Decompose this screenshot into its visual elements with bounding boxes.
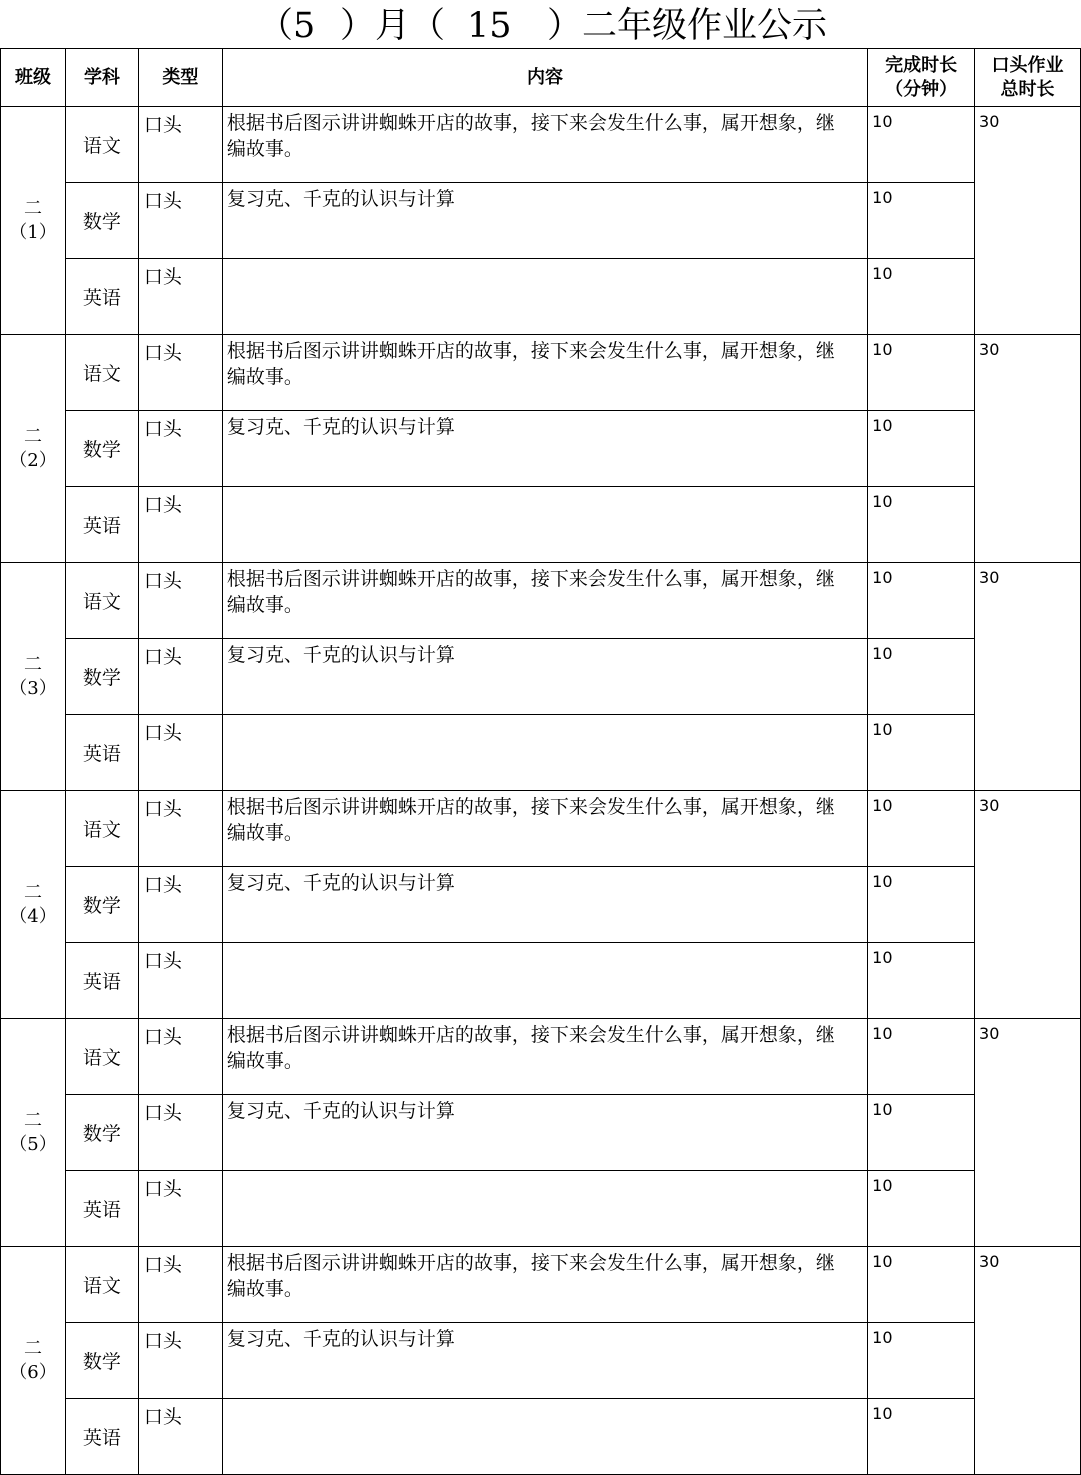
type-cell: 口头 (138, 1095, 222, 1171)
type-cell: 口头 (138, 487, 222, 563)
type-cell: 口头 (138, 639, 222, 715)
table-row (1, 639, 1081, 715)
subject-cell: 数学 (65, 867, 138, 943)
type-cell: 口头 (138, 1247, 222, 1323)
minutes-cell: 10 (868, 1247, 975, 1323)
type-cell: 口头 (138, 1171, 222, 1247)
class-cell (1, 563, 66, 791)
minutes-cell: 10 (868, 1323, 975, 1399)
type-cell: 口头 (138, 411, 222, 487)
table-row (1, 1323, 1081, 1399)
class-cell (1, 1247, 66, 1475)
class-number: （5） (9, 1133, 57, 1155)
class-cell (1, 791, 66, 1019)
subject-cell: 语文 (65, 563, 138, 639)
content-cell: 复习克、千克的认识与计算 (222, 867, 867, 943)
content-cell: 根据书后图示讲讲蜘蛛开店的故事，接下来会发生什么事，属开想象，继编故事。 (222, 335, 867, 411)
subject-cell: 语文 (65, 1019, 138, 1095)
table-row (1, 791, 1081, 867)
table-row (1, 183, 1081, 259)
type-cell: 口头 (138, 183, 222, 259)
content-cell (222, 1399, 867, 1475)
header-row (1, 49, 1081, 107)
type-cell: 口头 (138, 1019, 222, 1095)
type-cell: 口头 (138, 563, 222, 639)
minutes-cell: 10 (868, 335, 975, 411)
content-cell: 根据书后图示讲讲蜘蛛开店的故事，接下来会发生什么事，属开想象，继编故事。 (222, 563, 867, 639)
type-cell: 口头 (138, 335, 222, 411)
subject-cell: 数学 (65, 411, 138, 487)
type-cell: 口头 (138, 867, 222, 943)
class-grade: 二 (23, 425, 42, 447)
table-row (1, 563, 1081, 639)
type-cell: 口头 (138, 791, 222, 867)
minutes-cell: 10 (868, 183, 975, 259)
minutes-cell: 10 (868, 791, 975, 867)
class-grade: 二 (23, 1337, 42, 1359)
class-grade: 二 (23, 197, 42, 219)
table-row (1, 1247, 1081, 1323)
title-rest: ）二年级作业公示 (547, 6, 828, 46)
subject-cell: 英语 (65, 1399, 138, 1475)
header-type: 类型 (138, 49, 222, 107)
subject-cell: 语文 (65, 107, 138, 183)
type-cell: 口头 (138, 715, 222, 791)
minutes-cell: 10 (868, 715, 975, 791)
content-cell: 根据书后图示讲讲蜘蛛开店的故事，接下来会发生什么事，属开想象，继编故事。 (222, 1247, 867, 1323)
class-number: （6） (9, 1361, 57, 1383)
header-subject: 学科 (65, 49, 138, 107)
table-row (1, 867, 1081, 943)
minutes-cell: 10 (868, 867, 975, 943)
table-row (1, 1019, 1081, 1095)
content-cell: 复习克、千克的认识与计算 (222, 411, 867, 487)
table-row (1, 943, 1081, 1019)
content-cell: 复习克、千克的认识与计算 (222, 639, 867, 715)
header-class: 班级 (1, 49, 66, 107)
subject-cell: 英语 (65, 487, 138, 563)
table-row (1, 715, 1081, 791)
subject-cell: 数学 (65, 1095, 138, 1171)
class-cell (1, 1019, 66, 1247)
class-cell (1, 107, 66, 335)
minutes-cell: 10 (868, 259, 975, 335)
minutes-cell: 10 (868, 1171, 975, 1247)
content-cell: 根据书后图示讲讲蜘蛛开店的故事，接下来会发生什么事，属开想象，继编故事。 (222, 791, 867, 867)
table-row (1, 335, 1081, 411)
type-cell: 口头 (138, 1399, 222, 1475)
class-grade: 二 (23, 1109, 42, 1131)
content-cell: 根据书后图示讲讲蜘蛛开店的故事，接下来会发生什么事，属开想象，继编故事。 (222, 1019, 867, 1095)
table-row (1, 1171, 1081, 1247)
title-open: （5 (258, 6, 316, 46)
type-cell: 口头 (138, 1323, 222, 1399)
subject-cell: 英语 (65, 943, 138, 1019)
minutes-cell: 10 (868, 1095, 975, 1171)
header-duration-line1: 完成时长 (885, 54, 958, 76)
header-content: 内容 (222, 49, 867, 107)
content-cell (222, 715, 867, 791)
subject-cell: 英语 (65, 715, 138, 791)
minutes-cell: 10 (868, 107, 975, 183)
minutes-cell: 10 (868, 411, 975, 487)
page-title (0, 0, 1081, 48)
table-row (1, 107, 1081, 183)
minutes-cell: 10 (868, 487, 975, 563)
table-row (1, 411, 1081, 487)
subject-cell: 英语 (65, 259, 138, 335)
content-cell (222, 1171, 867, 1247)
table-row (1, 259, 1081, 335)
minutes-cell: 10 (868, 639, 975, 715)
total-cell: 30 (975, 791, 1081, 1019)
minutes-cell: 10 (868, 1399, 975, 1475)
total-cell: 30 (975, 335, 1081, 563)
type-cell: 口头 (138, 943, 222, 1019)
subject-cell: 英语 (65, 1171, 138, 1247)
class-grade: 二 (23, 881, 42, 903)
header-total (975, 49, 1081, 107)
content-cell (222, 943, 867, 1019)
type-cell: 口头 (138, 107, 222, 183)
class-grade: 二 (23, 653, 42, 675)
subject-cell: 语文 (65, 791, 138, 867)
class-number: （2） (9, 449, 57, 471)
content-cell: 复习克、千克的认识与计算 (222, 183, 867, 259)
homework-table (0, 48, 1081, 1475)
total-cell: 30 (975, 1247, 1081, 1475)
subject-cell: 语文 (65, 1247, 138, 1323)
minutes-cell: 10 (868, 1019, 975, 1095)
minutes-cell: 10 (868, 943, 975, 1019)
title-day: 15 (467, 6, 512, 46)
subject-cell: 数学 (65, 1323, 138, 1399)
total-cell: 30 (975, 107, 1081, 335)
class-cell (1, 335, 66, 563)
total-cell: 30 (975, 563, 1081, 791)
class-number: （3） (9, 677, 57, 699)
content-cell: 复习克、千克的认识与计算 (222, 1323, 867, 1399)
header-duration-line2: （分钟） (885, 78, 958, 100)
header-total-line2: 总时长 (1000, 78, 1055, 100)
header-duration (868, 49, 975, 107)
subject-cell: 语文 (65, 335, 138, 411)
content-cell: 复习克、千克的认识与计算 (222, 1095, 867, 1171)
table-row (1, 487, 1081, 563)
total-cell: 30 (975, 1019, 1081, 1247)
class-number: （4） (9, 905, 57, 927)
content-cell (222, 259, 867, 335)
content-cell (222, 487, 867, 563)
header-total-line1: 口头作业 (991, 54, 1064, 76)
subject-cell: 数学 (65, 639, 138, 715)
class-number: （1） (9, 221, 57, 243)
table-row (1, 1399, 1081, 1475)
title-month: ）月（ (340, 6, 446, 46)
subject-cell: 数学 (65, 183, 138, 259)
minutes-cell: 10 (868, 563, 975, 639)
content-cell: 根据书后图示讲讲蜘蛛开店的故事，接下来会发生什么事，属开想象，继编故事。 (222, 107, 867, 183)
type-cell: 口头 (138, 259, 222, 335)
table-row (1, 1095, 1081, 1171)
